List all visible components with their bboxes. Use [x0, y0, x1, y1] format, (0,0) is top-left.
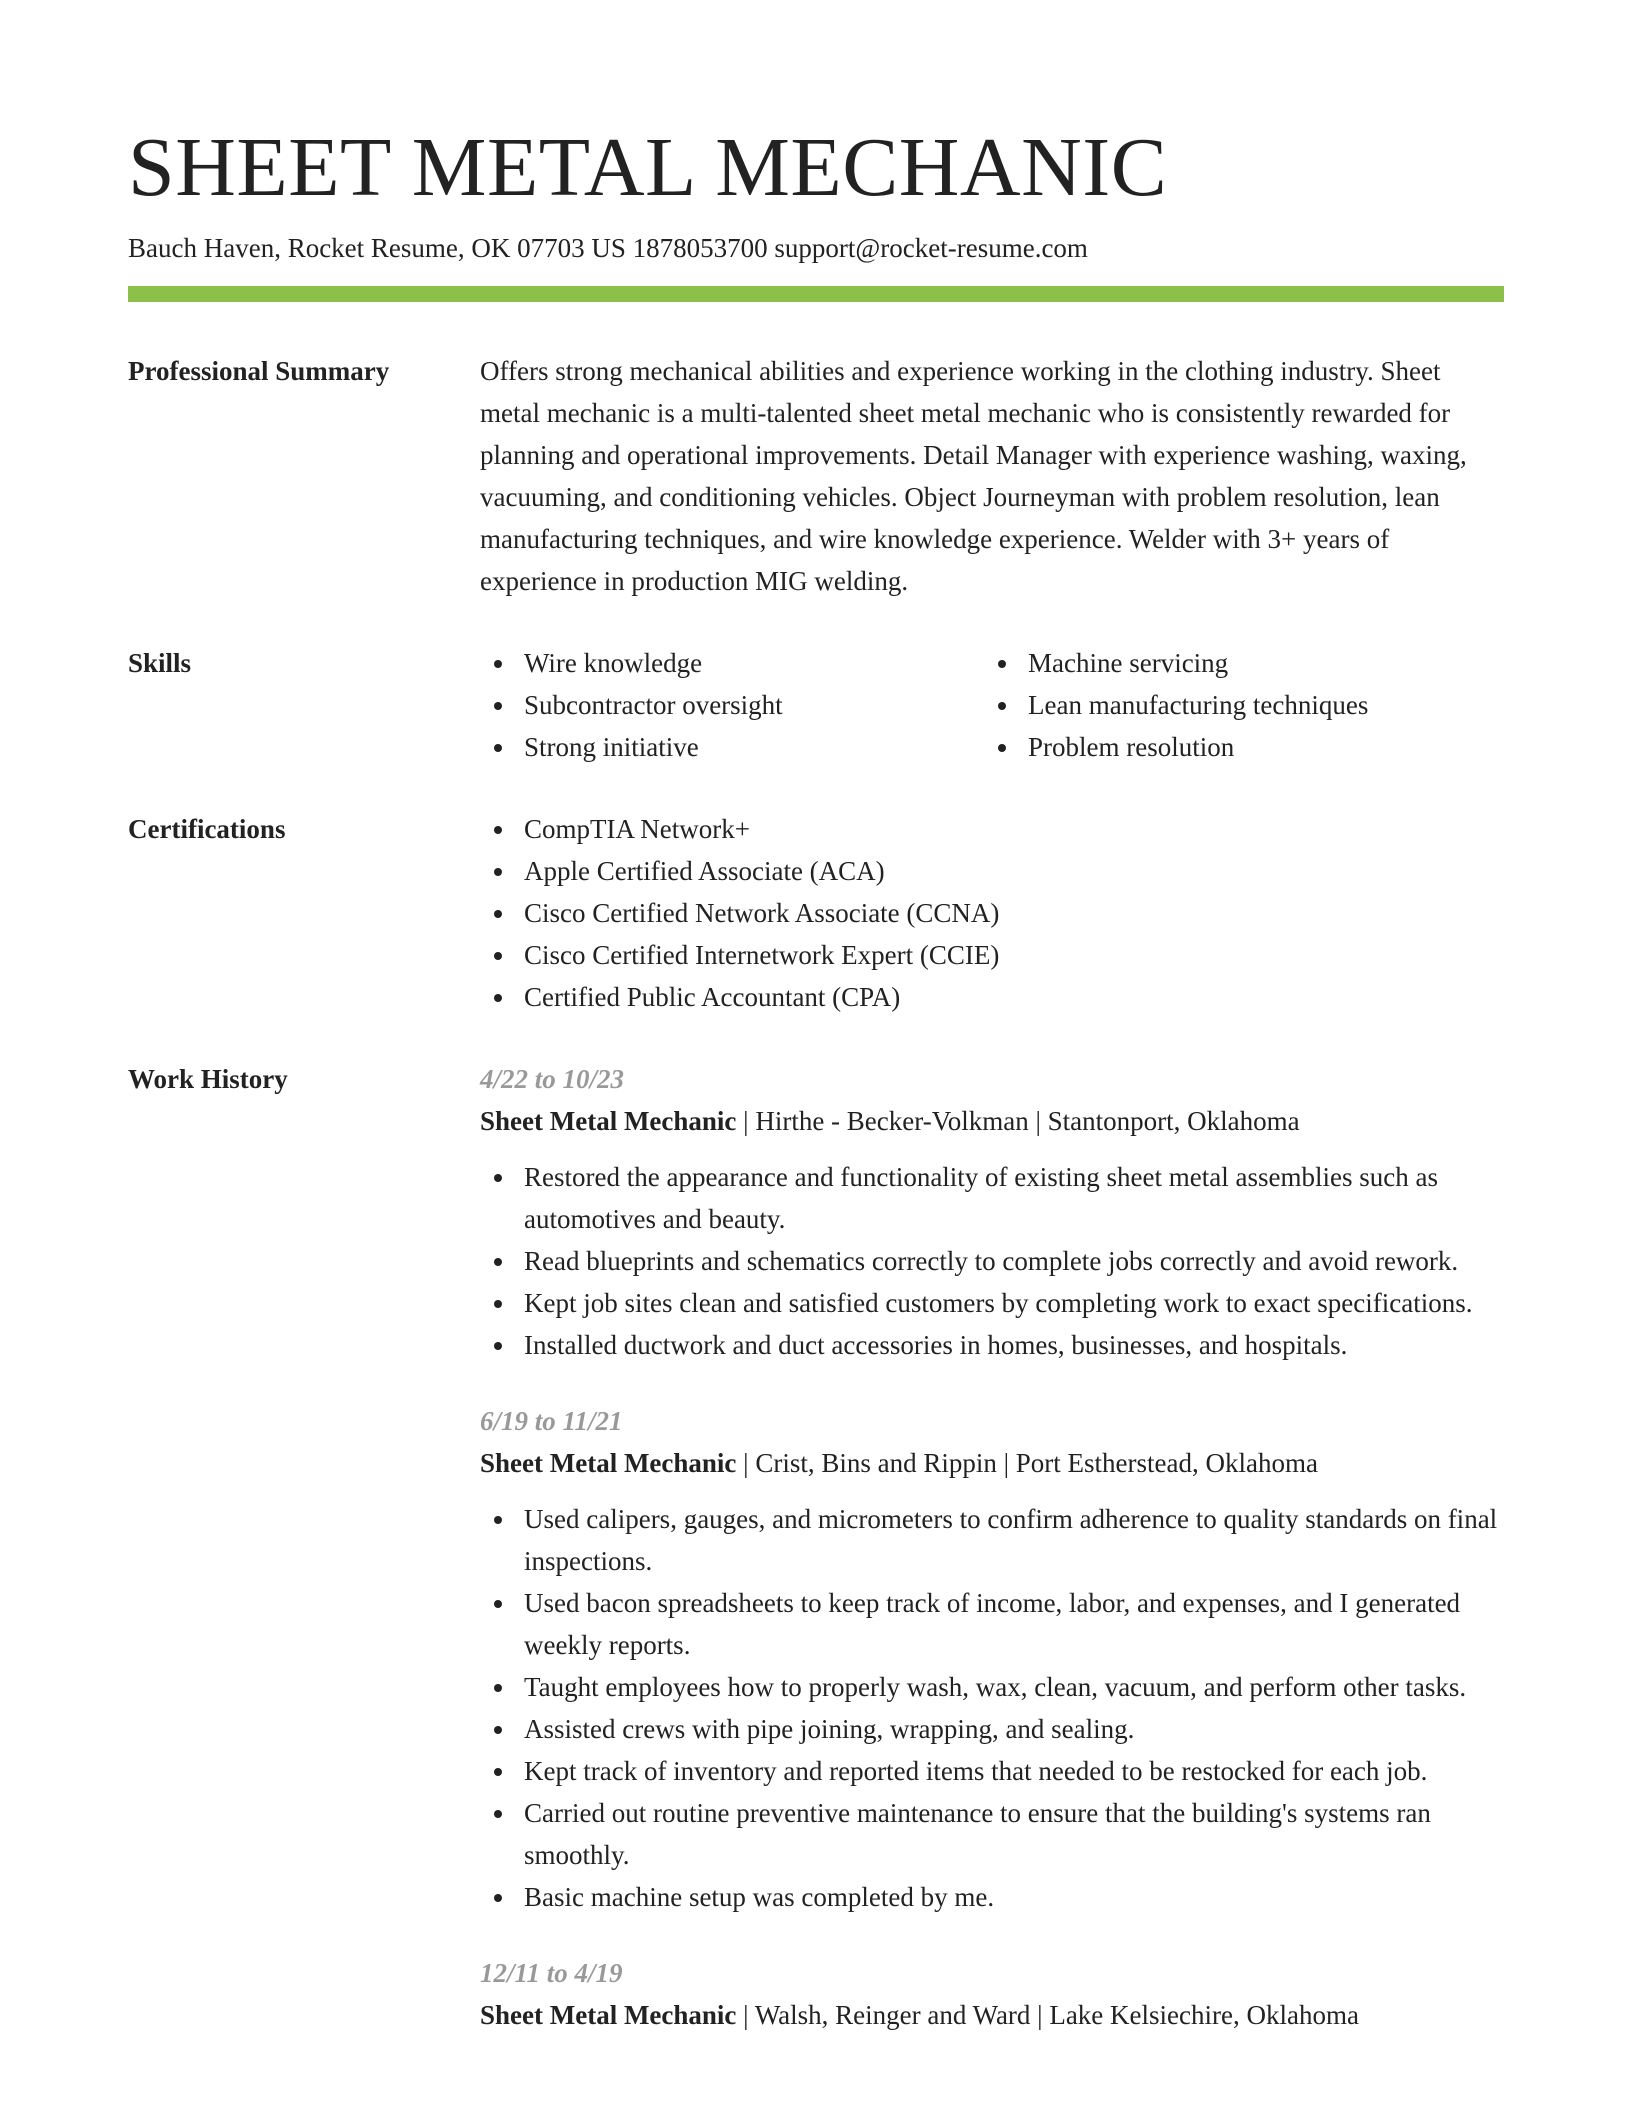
job-bullet: Basic machine setup was completed by me.	[480, 1876, 1504, 1918]
job-bullet: Used calipers, gauges, and micrometers to confirm adherence to quality standards on final inspections.	[480, 1498, 1504, 1582]
summary-section	[128, 350, 1504, 602]
skills-list-right	[984, 642, 1488, 768]
work-history-section	[128, 1058, 1504, 2050]
job-bullet: Restored the appearance and functionality of existing sheet metal assemblies such as automotives and beauty.	[480, 1156, 1504, 1240]
section-title-skills: Skills	[128, 648, 192, 678]
job-dates: 6/19 to 11/21	[480, 1406, 623, 1436]
job-entry	[480, 1400, 1504, 1918]
certifications-list	[480, 808, 1504, 1018]
job-title: Sheet Metal Mechanic	[480, 1448, 737, 1478]
resume-page	[128, 0, 1504, 2050]
job-bullet: Read blueprints and schematics correctly to complete jobs correctly and avoid rework.	[480, 1240, 1504, 1282]
job-bullet: Used bacon spreadsheets to keep track of income, labor, and expenses, and I generated weekly reports.	[480, 1582, 1504, 1666]
job-bullet: Carried out routine preventive maintenance to ensure that the building's systems ran smoothly.	[480, 1792, 1504, 1876]
job-bullet: Taught employees how to properly wash, wax, clean, vacuum, and perform other tasks.	[480, 1666, 1504, 1708]
job-details: | Walsh, Reinger and Ward | Lake Kelsiechire, Oklahoma	[736, 2000, 1359, 2030]
skills-list-left	[480, 642, 984, 768]
skill-item: Problem resolution	[984, 726, 1488, 768]
skill-item: Subcontractor oversight	[480, 684, 984, 726]
certifications-section	[128, 808, 1504, 1018]
header-divider	[128, 286, 1504, 302]
job-bullet: Assisted crews with pipe joining, wrapping, and sealing.	[480, 1708, 1504, 1750]
resume-name: SHEET METAL MECHANIC	[128, 121, 1168, 214]
contact-line: Bauch Haven, Rocket Resume, OK 07703 US 1878053700 support@rocket-resume.com	[128, 233, 1088, 263]
job-heading	[480, 1994, 1504, 2036]
job-bullet: Kept track of inventory and reported items that needed to be restocked for each job.	[480, 1750, 1504, 1792]
certification-item: Cisco Certified Internetwork Expert (CCIE)	[480, 934, 1504, 976]
certification-item: CompTIA Network+	[480, 808, 1504, 850]
job-bullet: Kept job sites clean and satisfied customers by completing work to exact specifications.	[480, 1282, 1504, 1324]
job-heading	[480, 1100, 1504, 1142]
skill-item: Wire knowledge	[480, 642, 984, 684]
job-title: Sheet Metal Mechanic	[480, 1106, 737, 1136]
certification-item: Certified Public Accountant (CPA)	[480, 976, 1504, 1018]
skill-item: Strong initiative	[480, 726, 984, 768]
job-bullet: Installed ductwork and duct accessories in homes, businesses, and hospitals.	[480, 1324, 1504, 1366]
job-bullets	[480, 1156, 1504, 1366]
job-heading	[480, 1442, 1504, 1484]
job-dates: 12/11 to 4/19	[480, 1958, 623, 1988]
job-details: | Crist, Bins and Rippin | Port Estherstead, Oklahoma	[736, 1448, 1318, 1478]
job-dates: 4/22 to 10/23	[480, 1064, 625, 1094]
summary-text: Offers strong mechanical abilities and experience working in the clothing industry. Sheet metal mechanic is a multi-talented sheet metal mechanic who is consistently rewarded for planning and operational improvements. Detail Manager with experience washing, waxing, vacuuming, and conditioning vehicles. Object Journeyman with problem resolution, lean manufacturing techniques, and wire knowledge experience. Welder with 3+ years of experience in production MIG welding.	[480, 356, 1467, 596]
section-title-work-history: Work History	[128, 1064, 288, 1094]
certification-item: Cisco Certified Network Associate (CCNA)	[480, 892, 1504, 934]
job-entry	[480, 1058, 1504, 1366]
skill-item: Lean manufacturing techniques	[984, 684, 1488, 726]
job-details: | Hirthe - Becker-Volkman | Stantonport, Oklahoma	[736, 1106, 1300, 1136]
skills-section	[128, 642, 1504, 768]
job-title: Sheet Metal Mechanic	[480, 2000, 737, 2030]
certification-item: Apple Certified Associate (ACA)	[480, 850, 1504, 892]
job-entry	[480, 1952, 1504, 2036]
section-title-certifications: Certifications	[128, 814, 286, 844]
skill-item: Machine servicing	[984, 642, 1488, 684]
section-title-summary: Professional Summary	[128, 356, 390, 386]
job-bullets	[480, 1498, 1504, 1918]
